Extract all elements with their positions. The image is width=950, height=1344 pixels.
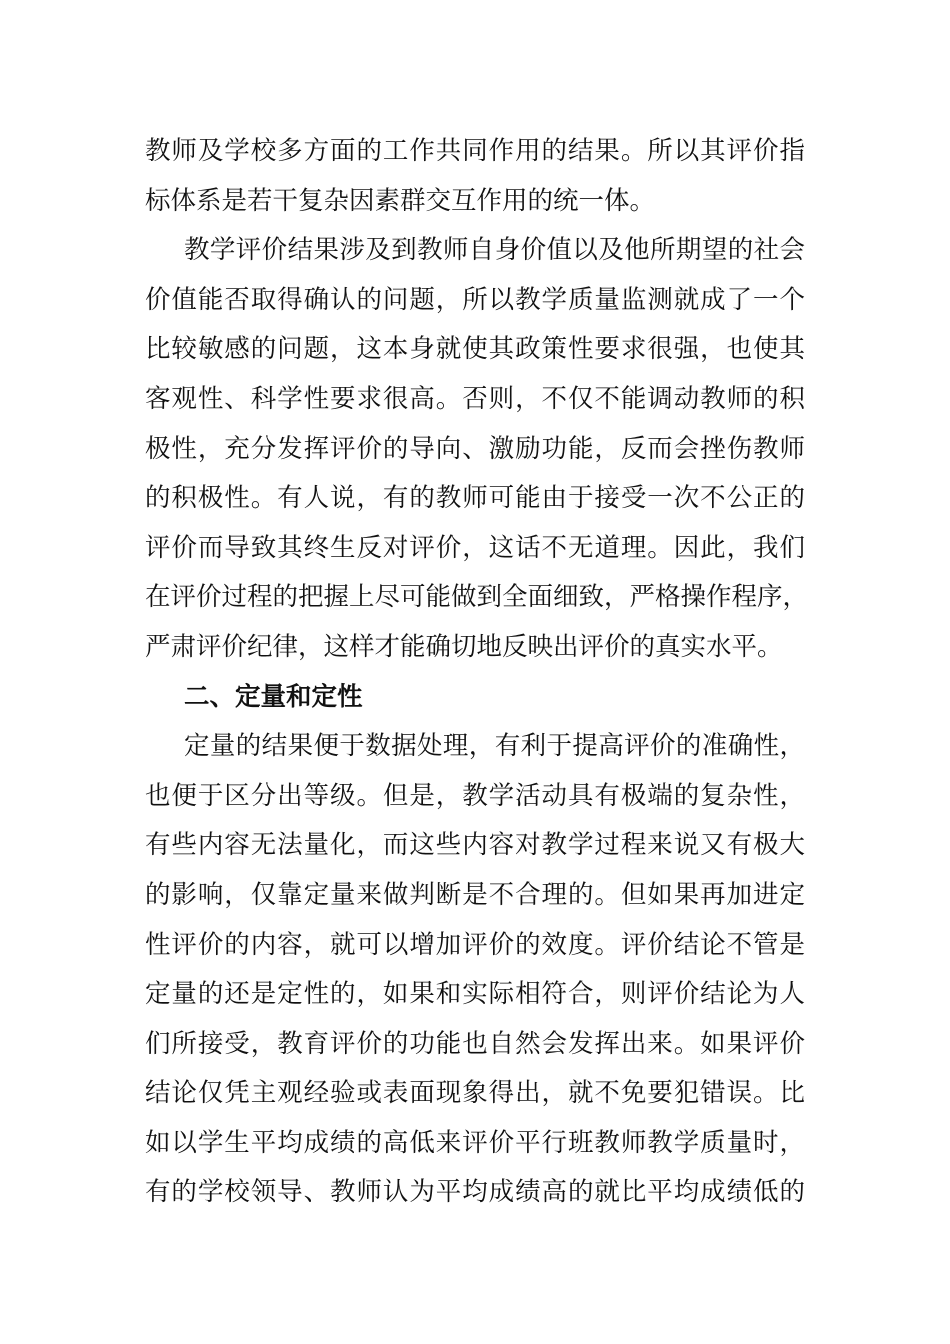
paragraph-2-line-4: 客观性、科学性要求很高。否则，不仅不能调动教师的积 xyxy=(145,383,805,414)
paragraph-1-line-2: 标体系是若干复杂因素群交互作用的统一体。 xyxy=(145,185,656,216)
paragraph-2-line-7: 评价而导致其终生反对评价，这话不无道理。因此，我们 xyxy=(145,532,805,563)
paragraph-2-line-5: 极性，充分发挥评价的导向、激励功能，反而会挫伤教师 xyxy=(145,433,805,464)
paragraph-2-line-9: 严肃评价纪律，这样才能确切地反映出评价的真实水平。 xyxy=(145,631,783,662)
paragraph-3-line-1: 定量的结果便于数据处理，有利于提高评价的准确性， xyxy=(184,731,805,762)
paragraph-3-line-4: 的影响，仅靠定量来做判断是不合理的。但如果再加进定 xyxy=(145,879,805,910)
paragraph-2-line-3: 比较敏感的问题，这本身就使其政策性要求很强，也使其 xyxy=(145,334,805,365)
paragraph-2-line-2: 价值能否取得确认的问题，所以教学质量监测就成了一个 xyxy=(145,284,805,315)
paragraph-3-line-10: 有的学校领导、教师认为平均成绩高的就比平均成绩低的 xyxy=(145,1177,805,1208)
paragraph-3-line-8: 结论仅凭主观经验或表面现象得出，就不免要犯错误。比 xyxy=(145,1078,805,1109)
section-heading: 二、定量和定性 xyxy=(184,681,363,712)
paragraph-3-line-9: 如以学生平均成绩的高低来评价平行班教师教学质量时， xyxy=(145,1127,805,1158)
paragraph-3-line-3: 有些内容无法量化，而这些内容对教学过程来说又有极大 xyxy=(145,830,805,861)
paragraph-2-line-1: 教学评价结果涉及到教师自身价值以及他所期望的社会 xyxy=(184,235,805,266)
paragraph-3-line-5: 性评价的内容，就可以增加评价的效度。评价结论不管是 xyxy=(145,929,805,960)
paragraph-3-line-6: 定量的还是定性的，如果和实际相符合，则评价结论为人 xyxy=(145,979,805,1010)
paragraph-2-line-6: 的积极性。有人说，有的教师可能由于接受一次不公正的 xyxy=(145,483,805,514)
paragraph-2-line-8: 在评价过程的把握上尽可能做到全面细致，严格操作程序， xyxy=(145,582,809,613)
document-body xyxy=(145,127,809,1218)
paragraph-3-line-2: 也便于区分出等级。但是，教学活动具有极端的复杂性， xyxy=(145,780,805,811)
paragraph-1-line-1: 教师及学校多方面的工作共同作用的结果。所以其评价指 xyxy=(145,136,805,166)
paragraph-3-line-7: 们所接受，教育评价的功能也自然会发挥出来。如果评价 xyxy=(145,1028,805,1059)
